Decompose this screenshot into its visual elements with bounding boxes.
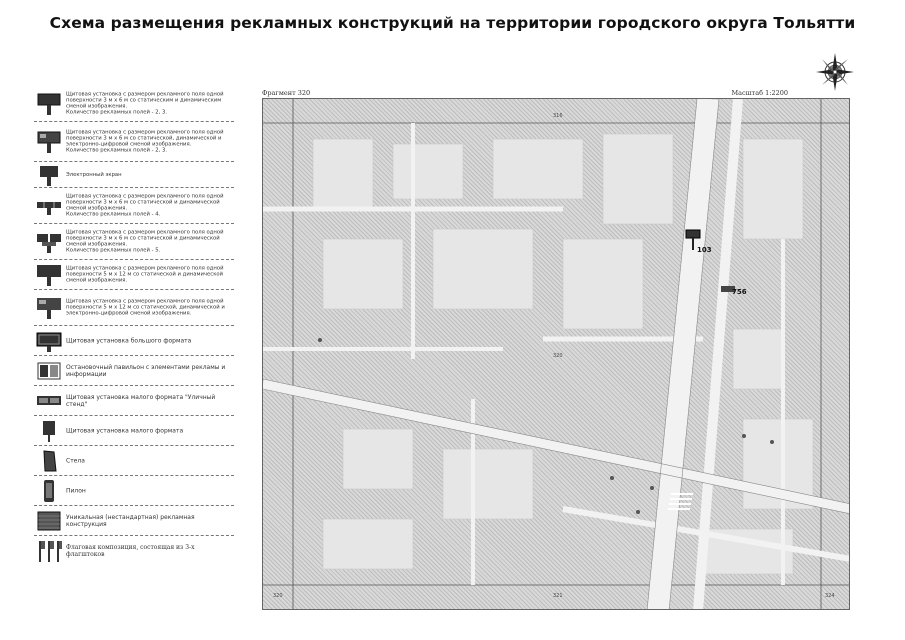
fragment-number: 316 bbox=[553, 113, 563, 119]
marker-icon bbox=[635, 509, 641, 515]
legend-text: Щитовая установка малого формата "Уличный стенд" bbox=[66, 393, 216, 408]
fragment-number: 324 bbox=[825, 593, 835, 599]
fragment-label: Фрагмент 320 bbox=[262, 89, 311, 97]
legend-item bbox=[34, 476, 234, 506]
legend-item bbox=[34, 506, 234, 536]
fragment-number: 320 bbox=[273, 593, 283, 599]
legend-item bbox=[34, 162, 234, 188]
flag-composition-icon bbox=[36, 539, 62, 563]
legend-text: Щитовая установка с размером рекламного поля одной поверхности 5 м x 12 м со статической, динамической и электронно-цифровой сменой изображения. bbox=[66, 298, 225, 317]
marker-icon bbox=[649, 485, 655, 491]
billboard-3x6-icon bbox=[36, 92, 62, 116]
stela-icon bbox=[36, 449, 62, 473]
led-screen-icon bbox=[36, 163, 62, 187]
legend-item bbox=[34, 356, 234, 386]
pylon-icon bbox=[36, 479, 62, 503]
legend-text: Щитовая установка с размером рекламного поля одной поверхности 3 м x 6 м со статической, динамической и электронно-цифровой сменой изображения. Количество рекламных полей - 2, 3. bbox=[66, 128, 224, 154]
legend-text: Щитовая установка с размером рекламного поля одной поверхности 3 м x 6 м со статической и динамической сменой изображения. Количество рекламных полей - 5. bbox=[66, 228, 224, 254]
legend-text: Электронный экран bbox=[66, 171, 122, 178]
marker-icon bbox=[317, 337, 323, 343]
marker-icon bbox=[609, 475, 615, 481]
legend-text: Щитовая установка с размером рекламного поля одной поверхности 5 м x 12 м со статической и динамической сменой изображения. bbox=[66, 265, 224, 284]
fragment-number: 320 bbox=[553, 353, 563, 359]
legend-item bbox=[34, 416, 234, 446]
legend-item bbox=[34, 386, 234, 416]
structure-id-label[interactable]: 756 bbox=[732, 288, 747, 296]
map-view[interactable] bbox=[262, 98, 850, 610]
legend-text: Щитовая установка с размером рекламного поля одной поверхности 3 м x 6 м со статической и динамической сменой изображения. Количество рекламных полей - 4. bbox=[66, 192, 224, 218]
page-title: Схема размещения рекламных конструкций на территории городского округа Тольятти bbox=[49, 14, 856, 32]
legend-item bbox=[34, 290, 234, 326]
legend-text: Пилон bbox=[66, 487, 86, 494]
billboard-5x12-icon bbox=[36, 263, 62, 287]
billboard-3x6-led-icon bbox=[36, 130, 62, 154]
legend-text: Щитовая установка с размером рекламного поля одной поверхности 3 м x 6 м со статическим и динамическим сменой изображения. Количество рекламных полей - 2, 3. bbox=[66, 90, 224, 116]
legend-text: Щитовая установка малого формата bbox=[66, 427, 184, 434]
legend-item bbox=[34, 86, 234, 122]
legend-item bbox=[34, 260, 234, 290]
small-billboard-icon bbox=[36, 419, 62, 443]
bus-stop-pavilion-icon bbox=[36, 359, 62, 383]
legend-text: Остановочный павильон с элементами рекламы и информации bbox=[66, 363, 226, 378]
structure-id-label[interactable]: 103 bbox=[697, 246, 712, 254]
legend-item bbox=[34, 224, 234, 260]
fragment-number: 321 bbox=[553, 593, 563, 599]
legend-item bbox=[34, 446, 234, 476]
map-legend bbox=[34, 86, 234, 566]
legend-item bbox=[34, 122, 234, 162]
legend-item bbox=[34, 326, 234, 356]
street-stand-icon bbox=[36, 389, 62, 413]
large-format-billboard-icon bbox=[36, 329, 62, 353]
billboard-3x6-five-icon bbox=[36, 230, 62, 254]
legend-item bbox=[34, 536, 234, 566]
billboard-5x12-led-icon bbox=[36, 296, 62, 320]
legend-text: Стела bbox=[66, 457, 85, 464]
marker-icon bbox=[741, 433, 747, 439]
unique-structure-icon bbox=[36, 509, 62, 533]
legend-item bbox=[34, 188, 234, 224]
billboard-3x6-four-icon bbox=[36, 194, 62, 218]
legend-text: Щитовая установка большого формата bbox=[66, 337, 192, 344]
legend-text: Уникальная (нестандартная) рекламная конструкция bbox=[66, 513, 195, 528]
scale-label: Масштаб 1:2200 bbox=[731, 89, 788, 97]
marker-icon bbox=[769, 439, 775, 445]
legend-text: Флаговая композиция, состоящая из 3-х флагштоков bbox=[66, 544, 195, 558]
compass-rose-icon bbox=[815, 52, 855, 92]
